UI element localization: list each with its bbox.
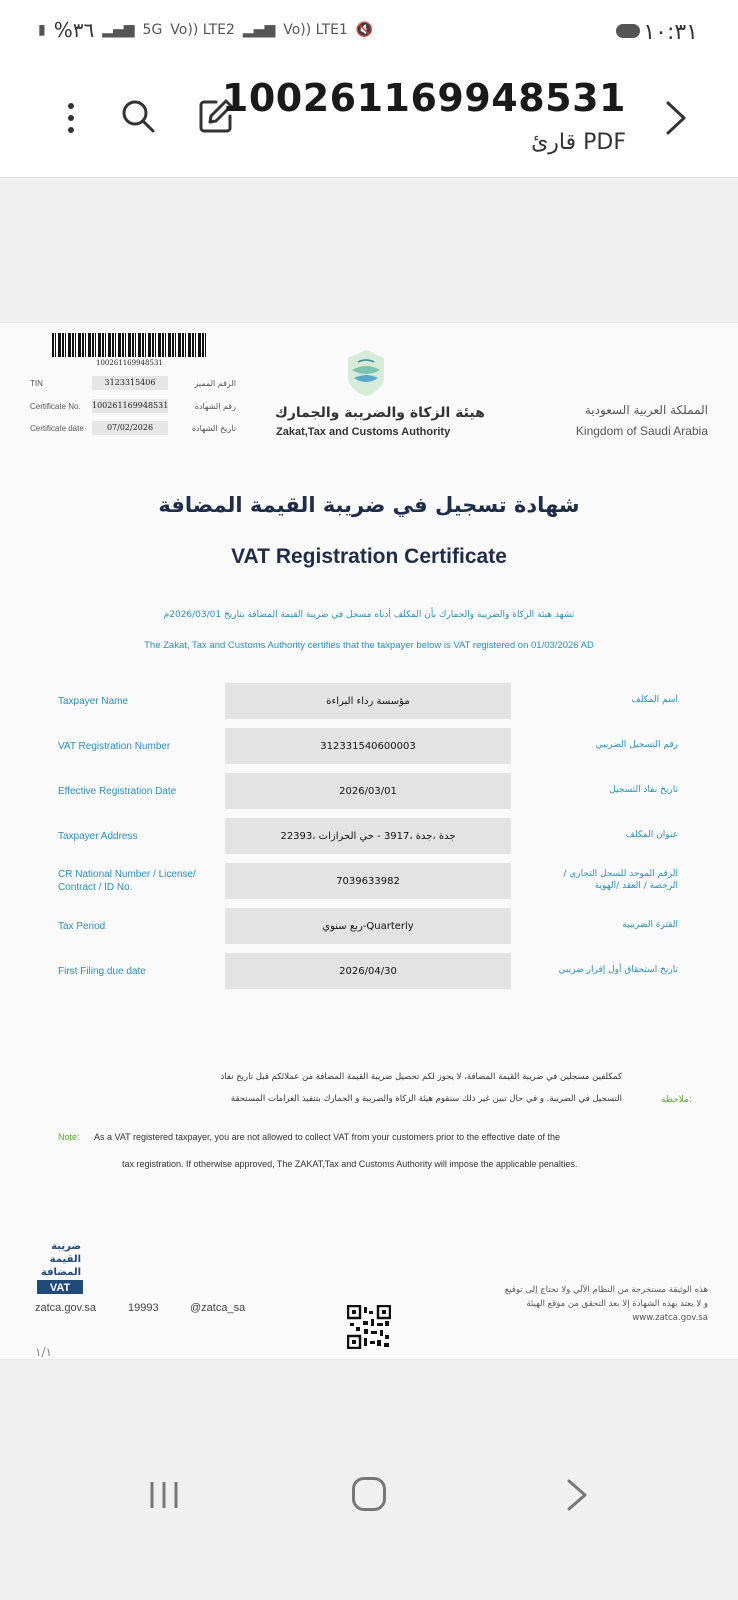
note-label-en: Note:	[58, 1132, 80, 1142]
search-icon[interactable]	[118, 96, 158, 136]
row-label-en: First Filing due date	[58, 965, 146, 977]
footer-website: zatca.gov.sa	[35, 1302, 96, 1314]
note-en-line2: tax registration. If otherwise approved, The ZAKAT,Tax and Customs Authority will impose the applicable penalties.	[122, 1159, 578, 1169]
zatca-logo-icon	[344, 348, 388, 398]
certificate-date-label-ar: تاريخ الشهادة	[191, 424, 236, 433]
document-page[interactable]	[0, 322, 738, 1360]
row-effective-date	[0, 773, 738, 809]
vat-logo-ar-3: المضافة	[40, 1267, 81, 1278]
status-time: ١٠:٣١	[643, 20, 698, 45]
footer-disclaimer-url: www.zatca.gov.sa	[632, 1313, 708, 1323]
more-options-icon[interactable]	[56, 98, 86, 138]
row-value: 312331540600003	[225, 728, 511, 764]
row-value: 2026/04/30	[225, 953, 511, 989]
note-ar-line2: التسجيل في الضريبة. و في حال تبين غير ذلك ستقوم هيئة الزكاة والضريبة و الجمارك بتنفيذ الغرامات المستحقة	[230, 1094, 622, 1104]
row-value: جدة ،جدة ،3917 - حي الحرازات ،22393	[225, 818, 511, 854]
app-name: قارئ PDF	[531, 130, 626, 155]
kingdom-name-en: Kingdom of Saudi Arabia	[575, 424, 708, 438]
row-value: 7039633982	[225, 863, 511, 899]
row-tax-period	[0, 908, 738, 944]
lte2-indicator: Vo)) LTE2	[170, 22, 235, 38]
row-label-en: VAT Registration Number	[58, 740, 171, 752]
row-label-ar: تاريخ استحقاق أول إقرار ضريبي	[558, 965, 678, 976]
row-label-en: Taxpayer Address	[58, 830, 138, 842]
status-bar	[0, 0, 738, 58]
cloud-icon	[616, 24, 640, 38]
network-5g: 5G	[142, 22, 163, 38]
row-label-ar: الرقم الموحد للسجل التجاري / الرخصة / العقد /الهوية	[563, 869, 678, 891]
signal-icon-2: ▂▄▆	[242, 22, 276, 38]
vat-logo-icon	[35, 1238, 85, 1296]
certificate-no-label-ar: رقم الشهادة	[194, 402, 236, 411]
row-label-ar: رقم التسجيل الضريبي	[595, 740, 678, 751]
row-value: 2026/03/01	[225, 773, 511, 809]
row-label-ar: عنوان المكلف	[625, 830, 678, 841]
row-label-en: Tax Period	[58, 920, 106, 932]
row-label-ar: الفترة الضريبية	[622, 920, 678, 931]
back-icon[interactable]	[565, 1478, 589, 1512]
footer-disclaimer-ar-2: و لا يعتد بهذه الشهادة إلا بعد التحقق من موقع الهيئة	[526, 1299, 708, 1309]
document-title: 100261169948531	[221, 76, 626, 120]
qr-code	[347, 1305, 391, 1349]
certificate-title-en: VAT Registration Certificate	[231, 545, 507, 568]
row-vat-number	[0, 728, 738, 764]
page-indicator: ١/١	[35, 1345, 52, 1359]
row-taxpayer-address	[0, 818, 738, 854]
kingdom-name-ar: المملكة العربية السعودية	[584, 403, 708, 417]
row-taxpayer-name	[0, 683, 738, 719]
tin-value: 3123315406	[92, 376, 168, 390]
certificate-title-ar: شهادة تسجيل في ضريبة القيمة المضافة	[158, 493, 580, 517]
tin-label-ar: الرقم المميز	[194, 379, 236, 388]
note-ar-line1: كمكلفين مسجلين في ضريبة القيمة المضافة، لا يجوز لكم تحصيل ضريبة القيمة المضافة من عملائكم قبل تاريخ نفاذ	[220, 1072, 622, 1082]
row-first-filing	[0, 953, 738, 989]
vat-logo-ar-2: القيمة	[49, 1254, 81, 1265]
footer-social: @zatca_sa	[190, 1302, 246, 1314]
tin-label: TIN	[30, 379, 43, 388]
lte1-indicator: Vo)) LTE1	[283, 22, 348, 38]
row-label-ar: اسم المكلف	[631, 695, 678, 706]
certificate-date-label: Certificate date	[30, 424, 84, 433]
certifies-statement-ar: تشهد هيئة الزكاة والضريبة والجمارك بأن المكلف أدناه مسجل في ضريبة القيمة المضافة بتاريخ 2026/03/01م	[163, 610, 575, 620]
mute-icon: 🔇	[355, 22, 374, 38]
chevron-right-icon[interactable]	[660, 98, 690, 138]
status-icons	[38, 18, 373, 42]
footer-disclaimer-ar-1: هذه الوثيقة مستخرجة من النظام الآلي ولا تحتاج إلى توقيع	[504, 1285, 708, 1295]
certificate-date-value: 07/02/2026	[92, 421, 168, 435]
row-value: ربع سنوي-Quarterly	[225, 908, 511, 944]
barcode	[52, 333, 208, 357]
signal-icon: ▂▄▆	[102, 22, 135, 38]
row-label-en: CR National Number / License/ Contract / ID No.	[58, 869, 196, 893]
note-label-ar: ملاحظة:	[660, 1095, 692, 1105]
certificate-no-label: Certificate No.	[30, 402, 81, 411]
row-cr-number	[0, 863, 738, 899]
note-en-line1: As a VAT registered taxpayer, you are not allowed to collect VAT from your customers prior to the effective date of the	[94, 1132, 561, 1142]
row-label-en: Taxpayer Name	[58, 695, 129, 707]
app-bar	[0, 58, 738, 178]
home-icon[interactable]	[352, 1477, 386, 1511]
row-label-en: Effective Registration Date	[58, 785, 177, 797]
authority-name-en: Zakat,Tax and Customs Authority	[276, 426, 451, 438]
vat-logo-ar-1: ضريبة	[51, 1241, 81, 1252]
certificate-no-value: 100261169948531	[92, 399, 168, 413]
footer-phone: 19993	[128, 1302, 159, 1314]
row-label-ar: تاريخ نفاذ التسجيل	[609, 785, 678, 796]
battery-icon: ▮	[38, 22, 46, 38]
certifies-statement-en: The Zakat, Tax and Customs Authority certifies that the taxpayer below is VAT registered on 01/03/2026 AD	[144, 640, 594, 651]
battery-percent: %٣٦	[53, 18, 95, 42]
recent-apps-icon[interactable]	[148, 1480, 180, 1510]
authority-name-ar: هيئة الزكاة والضريبة والجمارك	[275, 405, 485, 421]
row-value: مؤسسة رداء البراءة	[225, 683, 511, 719]
vat-logo-en: VAT	[49, 1282, 71, 1294]
barcode-number: 100261169948531	[96, 359, 163, 367]
